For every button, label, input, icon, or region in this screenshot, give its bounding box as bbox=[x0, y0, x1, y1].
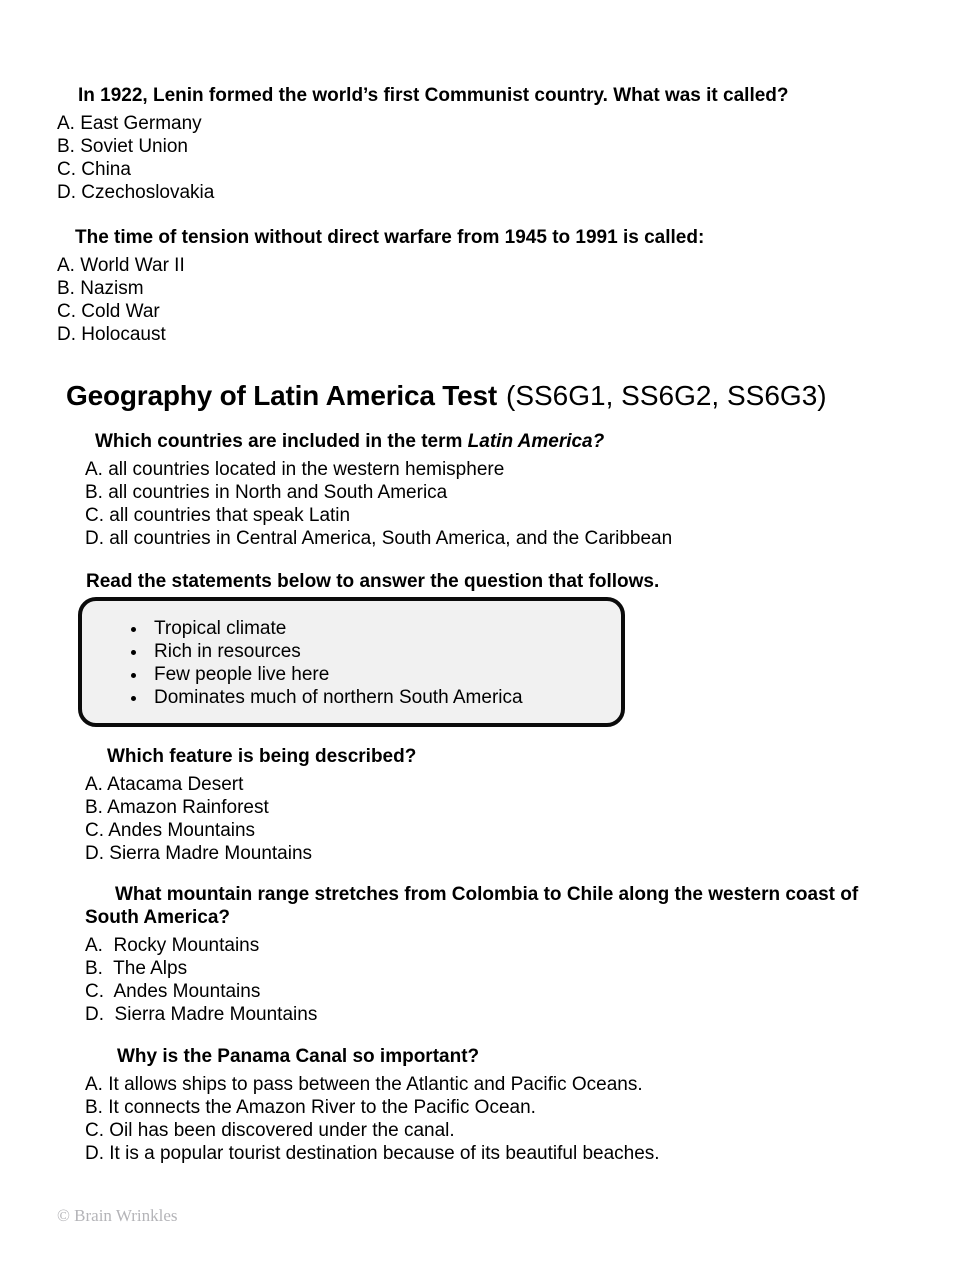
answer-options bbox=[57, 254, 931, 346]
answer-option-c: C. Oil has been discovered under the canal. bbox=[85, 1120, 455, 1141]
answer-option-d: D. Sierra Madre Mountains bbox=[85, 843, 313, 864]
answer-option-c: C. China bbox=[57, 159, 131, 180]
page-title-standards: (SS6G1, SS6G2, SS6G3) bbox=[506, 380, 827, 411]
answer-option-a: A. Rocky Mountains bbox=[85, 935, 260, 956]
copyright-footer: © Brain Wrinkles bbox=[57, 1206, 178, 1225]
answer-options bbox=[85, 934, 931, 1026]
answer-option-c: C. all countries that speak Latin bbox=[85, 505, 351, 526]
answer-options bbox=[85, 1073, 931, 1165]
answer-option-d: D. Sierra Madre Mountains bbox=[85, 1004, 318, 1025]
question-mountain-range bbox=[85, 883, 931, 1026]
answer-option-b: B. The Alps bbox=[85, 958, 188, 979]
statement-item: • Few people live here bbox=[148, 663, 611, 686]
answer-option-b: B. Amazon Rainforest bbox=[85, 797, 269, 818]
question-prompt: Which feature is being described? bbox=[107, 746, 417, 767]
statement-item: • Dominates much of northern South America bbox=[148, 686, 611, 709]
question-prompt: The time of tension without direct warfare from 1945 to 1991 is called: bbox=[75, 227, 705, 248]
answer-option-a: A. East Germany bbox=[57, 113, 202, 134]
question-which-feature bbox=[85, 745, 931, 865]
answer-option-a: A. It allows ships to pass between the Atlantic and Pacific Oceans. bbox=[85, 1074, 643, 1095]
reading-instruction: Read the statements below to answer the question that follows. bbox=[86, 571, 660, 592]
answer-option-b: B. Soviet Union bbox=[57, 136, 188, 157]
answer-options bbox=[85, 458, 931, 550]
prompt-italic-term: Latin America? bbox=[467, 431, 605, 452]
answer-option-a: A. Atacama Desert bbox=[85, 774, 244, 795]
answer-option-d: D. all countries in Central America, South America, and the Caribbean bbox=[85, 528, 673, 549]
answer-option-d: D. Holocaust bbox=[57, 324, 166, 345]
answer-option-c: C. Andes Mountains bbox=[85, 981, 261, 1002]
test-page bbox=[57, 84, 931, 1227]
page-title bbox=[66, 379, 931, 413]
answer-option-b: B. Nazism bbox=[57, 278, 144, 299]
answer-option-b: B. all countries in North and South America bbox=[85, 482, 448, 503]
statements-box bbox=[78, 597, 625, 727]
answer-option-a: A. all countries located in the western hemisphere bbox=[85, 459, 505, 480]
question-prompt bbox=[85, 430, 931, 453]
prompt-text: Which countries are included in the term bbox=[95, 431, 468, 452]
statement-item: • Tropical climate bbox=[148, 617, 611, 640]
question-panama-canal bbox=[85, 1045, 931, 1165]
statements-list bbox=[82, 617, 611, 709]
statement-item: • Rich in resources bbox=[148, 640, 611, 663]
answer-option-a: A. World War II bbox=[57, 255, 185, 276]
answer-options bbox=[85, 773, 931, 865]
answer-option-b: B. It connects the Amazon River to the Pacific Ocean. bbox=[85, 1097, 536, 1118]
question-prompt: Why is the Panama Canal so important? bbox=[117, 1046, 480, 1067]
question-latin-america-term bbox=[85, 430, 931, 550]
page-title-main: Geography of Latin America Test bbox=[66, 380, 497, 411]
answer-option-c: C. Andes Mountains bbox=[85, 820, 256, 841]
answer-option-d: D. Czechoslovakia bbox=[57, 182, 215, 203]
question-cold-war bbox=[57, 226, 931, 346]
answer-option-c: C. Cold War bbox=[57, 301, 160, 322]
question-prompt: What mountain range stretches from Colombia to Chile along the western coast of South America? bbox=[85, 884, 864, 928]
question-prompt: In 1922, Lenin formed the world’s first Communist country. What was it called? bbox=[78, 85, 789, 106]
answer-options bbox=[57, 112, 931, 204]
answer-option-d: D. It is a popular tourist destination because of its beautiful beaches. bbox=[85, 1143, 660, 1164]
question-lenin-country bbox=[57, 84, 931, 204]
